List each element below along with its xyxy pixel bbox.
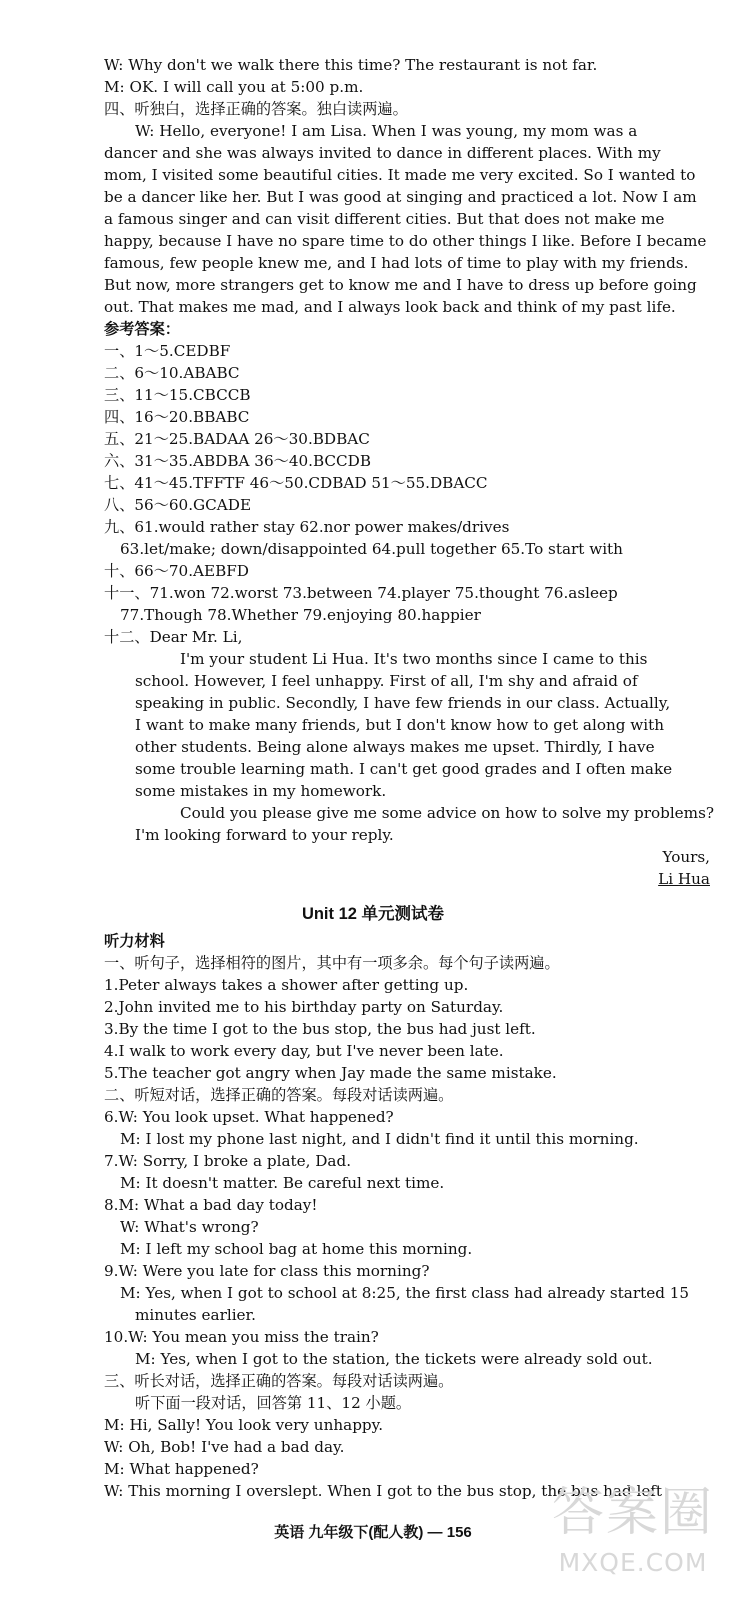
letter-line: speaking in public. Secondly, I have few friends in our class. Actually, [135, 694, 671, 712]
section-heading: 三、听长对话，选择正确的答案。每段对话读两遍。 [104, 1372, 454, 1390]
section-heading: 二、听短对话，选择正确的答案。每段对话读两遍。 [104, 1086, 454, 1104]
text-line: M: Hi, Sally! You look very unhappy. [104, 1416, 384, 1434]
text-line: 8.M: What a bad day today! [104, 1196, 318, 1214]
text-line: M: What happened? [104, 1460, 259, 1478]
text-line: M: OK. I will call you at 5:00 p.m. [104, 78, 364, 96]
text-line: be a dancer like her. But I was good at singing and practiced a lot. Now I am [104, 188, 697, 206]
watermark-logo [528, 1478, 738, 1596]
letter-signature: Li Hua [658, 870, 710, 888]
answer-line: 二、6～10.ABABC [104, 364, 240, 382]
unit-title: Unit 12 单元测试卷 [301, 905, 445, 923]
text-line: out. That makes me mad, and I always look back and think of my past life. [104, 298, 676, 316]
text-line: W: Why don't we walk there this time? The restaurant is not far. [104, 56, 598, 74]
text-line: W: What's wrong? [120, 1218, 259, 1236]
text-line: W: This morning I overslept. When I got to the bus stop, the bus had left [104, 1482, 663, 1500]
text-line: W: Oh, Bob! I've had a bad day. [104, 1438, 345, 1456]
letter-line: some mistakes in my homework. [135, 782, 387, 800]
text-line: 3.By the time I got to the bus stop, the bus had just left. [104, 1020, 536, 1038]
letter-line: school. However, I feel unhappy. First of all, I'm shy and afraid of [135, 672, 638, 690]
text-line: famous, few people knew me, and I had lots of time to play with my friends. [104, 254, 689, 272]
section-heading: 四、听独白，选择正确的答案。独白读两遍。 [104, 100, 408, 118]
text-line: 6.W: You look upset. What happened? [104, 1108, 394, 1126]
answer-line: 八、56～60.GCADE [104, 496, 252, 514]
text-line: 10.W: You mean you miss the train? [104, 1328, 379, 1346]
answer-line: 四、16～20.BBABC [104, 408, 250, 426]
text-line: But now, more strangers get to know me and I have to dress up before going [104, 276, 697, 294]
answer-line: 三、11～15.CBCCB [104, 386, 251, 404]
answer-line: 一、1～5.CEDBF [104, 342, 231, 360]
text-line: M: Yes, when I got to the station, the tickets were already sold out. [135, 1350, 653, 1368]
letter-line: some trouble learning math. I can't get good grades and I often make [135, 760, 673, 778]
watermark-sub-text: MXQE.COM [558, 1548, 708, 1577]
listening-material-heading: 听力材料 [104, 932, 165, 950]
text-line: 7.W: Sorry, I broke a plate, Dad. [104, 1152, 352, 1170]
answer-line: 十一、71.won 72.worst 73.between 74.player 75.thought 76.asleep [104, 584, 618, 602]
text-line: 2.John invited me to his birthday party on Saturday. [104, 998, 504, 1016]
letter-line: I want to make many friends, but I don't know how to get along with [135, 716, 665, 734]
answer-line: 七、41～45.TFFTF 46～50.CDBAD 51～55.DBACC [104, 474, 488, 492]
letter-closing: Yours, [662, 848, 710, 866]
text-line: happy, because I have no spare time to do other things I like. Before I became [104, 232, 707, 250]
letter-line: Could you please give me some advice on how to solve my problems? [180, 804, 715, 822]
answer-line: 77.Though 78.Whether 79.enjoying 80.happier [120, 606, 481, 624]
letter-line: I'm looking forward to your reply. [135, 826, 394, 844]
text-line: 听下面一段对话，回答第 11、12 小题。 [135, 1394, 412, 1412]
watermark-main-text: 答案圈 [551, 1483, 714, 1543]
answer-line: 十、66～70.AEBFD [104, 562, 249, 580]
text-line: 5.The teacher got angry when Jay made the same mistake. [104, 1064, 557, 1082]
text-line: minutes earlier. [135, 1306, 256, 1324]
text-line: a famous singer and can visit different cities. But that does not make me [104, 210, 665, 228]
section-heading: 一、听句子，选择相符的图片，其中有一项多余。每个句子读两遍。 [104, 954, 560, 972]
answer-line: 六、31～35.ABDBA 36～40.BCCDB [104, 452, 371, 470]
text-line: W: Hello, everyone! I am Lisa. When I was young, my mom was a [135, 122, 638, 140]
answer-line: 63.let/make; down/disappointed 64.pull together 65.To start with [120, 540, 623, 558]
text-line: M: Yes, when I got to school at 8:25, the first class had already started 15 [120, 1284, 690, 1302]
text-line: M: I left my school bag at home this morning. [120, 1240, 473, 1258]
page-footer: 英语 九年级下(配人教) — 156 [274, 1524, 472, 1541]
letter-greeting: 十二、Dear Mr. Li, [104, 628, 243, 646]
text-line: dancer and she was always invited to dance in different places. With my [104, 144, 661, 162]
text-line: M: I lost my phone last night, and I didn't find it until this morning. [120, 1130, 639, 1148]
text-line: M: It doesn't matter. Be careful next time. [120, 1174, 445, 1192]
letter-line: other students. Being alone always makes me upset. Thirdly, I have [135, 738, 655, 756]
answer-key-heading: 参考答案： [104, 320, 180, 338]
text-line: 4.I walk to work every day, but I've never been late. [104, 1042, 504, 1060]
answer-line: 九、61.would rather stay 62.nor power makes/drives [104, 518, 510, 536]
answer-line: 五、21～25.BADAA 26～30.BDBAC [104, 430, 370, 448]
text-line: mom, I visited some beautiful cities. It made me very excited. So I wanted to [104, 166, 696, 184]
letter-line: I'm your student Li Hua. It's two months since I came to this [180, 650, 648, 668]
text-line: 1.Peter always takes a shower after getting up. [104, 976, 469, 994]
text-line: 9.W: Were you late for class this morning? [104, 1262, 430, 1280]
